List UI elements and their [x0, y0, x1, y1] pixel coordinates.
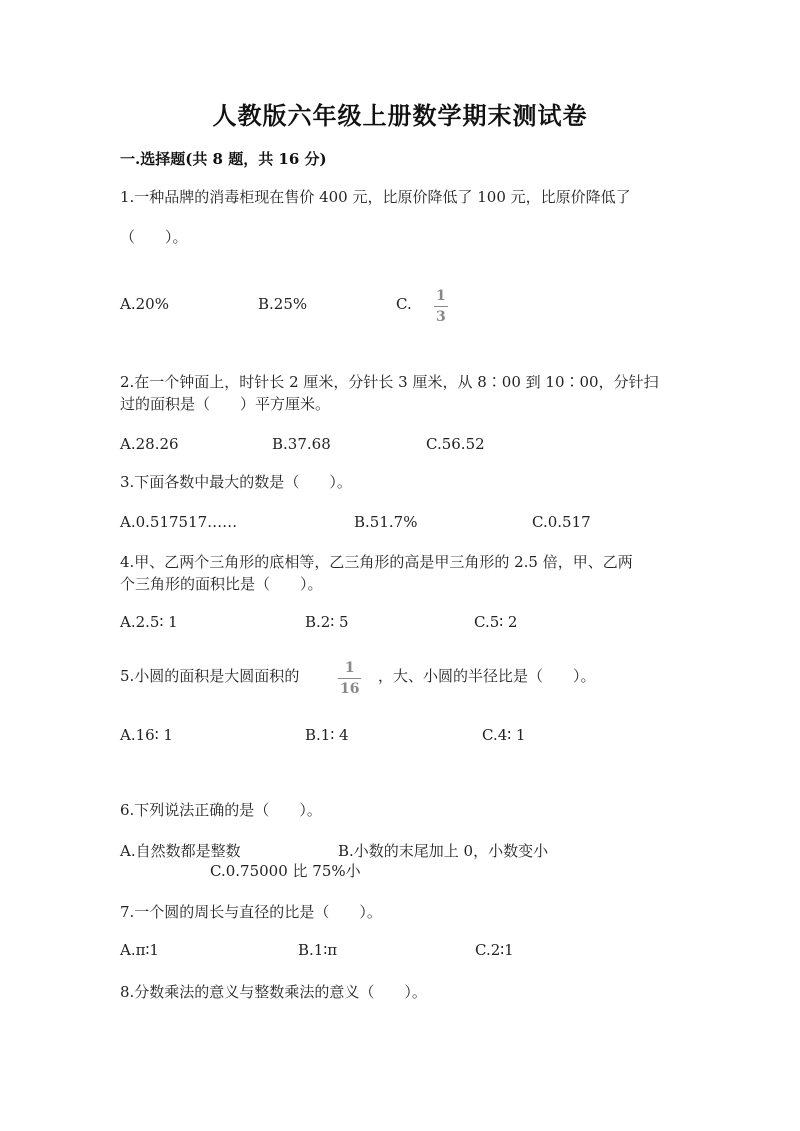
question-1-option-c: C. — [396, 295, 412, 313]
question-7-option-c: C.2∶1 — [475, 941, 514, 959]
question-7-option-b: B.1∶π — [298, 941, 338, 959]
fraction-denominator: 16 — [340, 681, 360, 697]
question-7-line-1: 7.一个圆的周长与直径的比是（ ）。 — [120, 903, 382, 921]
question-5-option-c: C.4∶ 1 — [482, 726, 526, 744]
question-5-option-b: B.1∶ 4 — [305, 726, 349, 744]
question-3-option-b: B.51.7% — [354, 513, 418, 531]
question-6-line-1: 6.下列说法正确的是（ ）。 — [120, 801, 322, 819]
section-heading: 一.选择题(共 8 题，共 16 分) — [120, 150, 327, 168]
fraction-bar — [434, 306, 448, 307]
question-5-option-a: A.16∶ 1 — [120, 726, 173, 744]
question-3-line-1: 3.下面各数中最大的数是（ ）。 — [120, 473, 352, 491]
fraction-numerator: 1 — [436, 288, 446, 304]
question-2-line-2: 过的面积是（ ）平方厘米。 — [120, 395, 331, 413]
question-5-fraction — [338, 660, 361, 697]
question-2-option-b: B.37.68 — [272, 435, 331, 453]
question-2-option-a: A.28.26 — [120, 435, 179, 453]
question-2-option-c: C.56.52 — [426, 435, 485, 453]
question-4-option-a: A.2.5∶ 1 — [120, 613, 178, 631]
question-4-line-2: 个三角形的面积比是（ ）。 — [120, 575, 323, 593]
question-6-option-c: C.0.75000 比 75%小 — [210, 862, 361, 880]
question-1-option-a: A.20% — [120, 295, 169, 313]
question-3-option-c: C.0.517 — [532, 513, 591, 531]
fraction-bar — [338, 678, 361, 679]
question-6-option-b: B.小数的末尾加上 0，小数变小 — [338, 842, 549, 860]
question-2-line-1: 2.在一个钟面上，时针长 2 厘米，分针长 3 厘米，从 8∶00 到 10∶00，分针扫 — [120, 373, 659, 391]
question-1-fraction — [434, 288, 448, 325]
question-3-option-a: A.0.517517…… — [120, 513, 238, 531]
question-8-line-1: 8.分数乘法的意义与整数乘法的意义（ ）。 — [120, 983, 427, 1001]
question-6-option-a: A.自然数都是整数 — [120, 842, 241, 860]
question-5-line-1b: ，大、小圆的半径比是（ ）。 — [378, 667, 596, 685]
question-4-line-1: 4.甲、乙两个三角形的底相等，乙三角形的高是甲三角形的 2.5 倍，甲、乙两 — [120, 553, 633, 571]
fraction-denominator: 3 — [436, 309, 446, 325]
question-5-line-1a: 5.小圆的面积是大圆面积的 — [120, 667, 300, 685]
page-title: 人教版六年级上册数学期末测试卷 — [212, 101, 588, 130]
fraction-numerator: 1 — [344, 660, 355, 676]
question-1-line-2: （ ）。 — [120, 228, 188, 246]
question-7-option-a: A.π∶1 — [120, 941, 159, 959]
question-4-option-c: C.5∶ 2 — [474, 613, 518, 631]
question-1-option-b: B.25% — [258, 295, 308, 313]
question-4-option-b: B.2∶ 5 — [305, 613, 349, 631]
question-1-line-1: 1.一种品牌的消毒柜现在售价 400 元，比原价降低了 100 元，比原价降低了 — [120, 188, 631, 206]
